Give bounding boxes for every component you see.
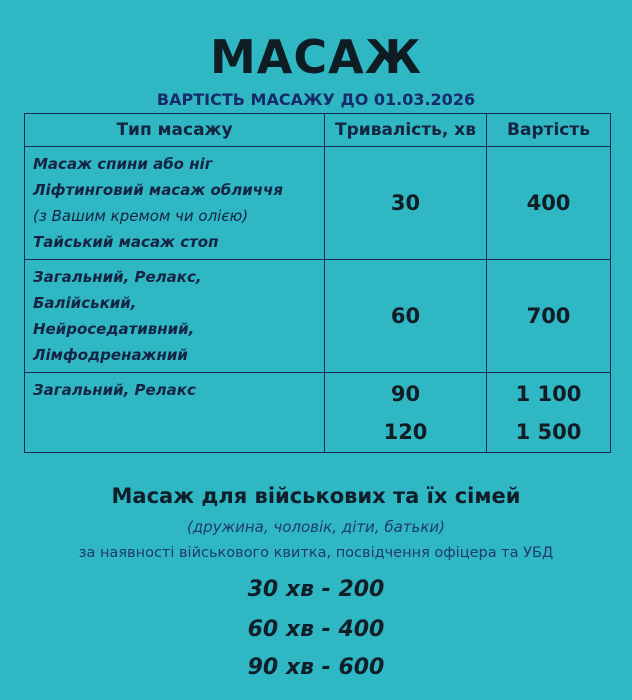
table-header-row <box>25 114 611 147</box>
price-value: 400 <box>526 191 571 215</box>
massage-types-cell <box>25 147 325 260</box>
column-header-price: Вартість <box>487 114 611 147</box>
massage-type: Балійський, <box>33 294 137 312</box>
table-row <box>25 260 611 373</box>
military-family-note: (дружина, чоловік, діти, батьки) <box>186 518 446 536</box>
massage-type: Тайський масаж стоп <box>33 233 219 251</box>
column-header-duration: Тривалість, хв <box>325 114 487 147</box>
massage-type: Нейроседативний, <box>33 320 195 338</box>
massage-type-note: (з Вашим кремом чи олією) <box>33 207 249 225</box>
duration-value: 30 <box>390 191 421 215</box>
massage-type: Загальний, Релакс <box>33 381 196 399</box>
price-cell <box>487 373 611 453</box>
price-value: 1 500 <box>515 419 582 444</box>
military-price-30: 30 хв - 200 <box>247 577 385 602</box>
price-table <box>24 113 611 453</box>
massage-type: Масаж спини або ніг <box>33 155 213 173</box>
military-price-60: 60 хв - 400 <box>247 617 385 642</box>
massage-type: Ліфтинговий масаж обличчя <box>33 181 283 199</box>
duration-cell <box>325 373 487 453</box>
military-price-90: 90 хв - 600 <box>247 655 385 680</box>
military-section-title: Масаж для військових та їх сімей <box>111 484 521 508</box>
price-value: 1 100 <box>515 381 582 406</box>
page-title: МАСАЖ <box>209 30 423 84</box>
massage-type: Лімфодренажний <box>33 346 188 364</box>
massage-types-cell <box>25 373 325 453</box>
price-value: 700 <box>526 304 571 328</box>
price-cell <box>487 260 611 373</box>
massage-type: Загальний, Релакс, <box>33 268 202 286</box>
table-row <box>25 147 611 260</box>
duration-value: 90 <box>390 381 421 406</box>
price-cell <box>487 147 611 260</box>
duration-value: 60 <box>390 304 421 328</box>
duration-cell <box>325 147 487 260</box>
massage-types-cell <box>25 260 325 373</box>
duration-value: 120 <box>383 419 428 444</box>
price-validity-subtitle: ВАРТІСТЬ МАСАЖУ ДО 01.03.2026 <box>156 90 476 109</box>
table-row <box>25 373 611 453</box>
duration-cell <box>325 260 487 373</box>
column-header-type: Тип масажу <box>25 114 325 147</box>
military-condition-note: за наявності військового квитка, посвідчення офіцера та УБД <box>78 545 554 561</box>
